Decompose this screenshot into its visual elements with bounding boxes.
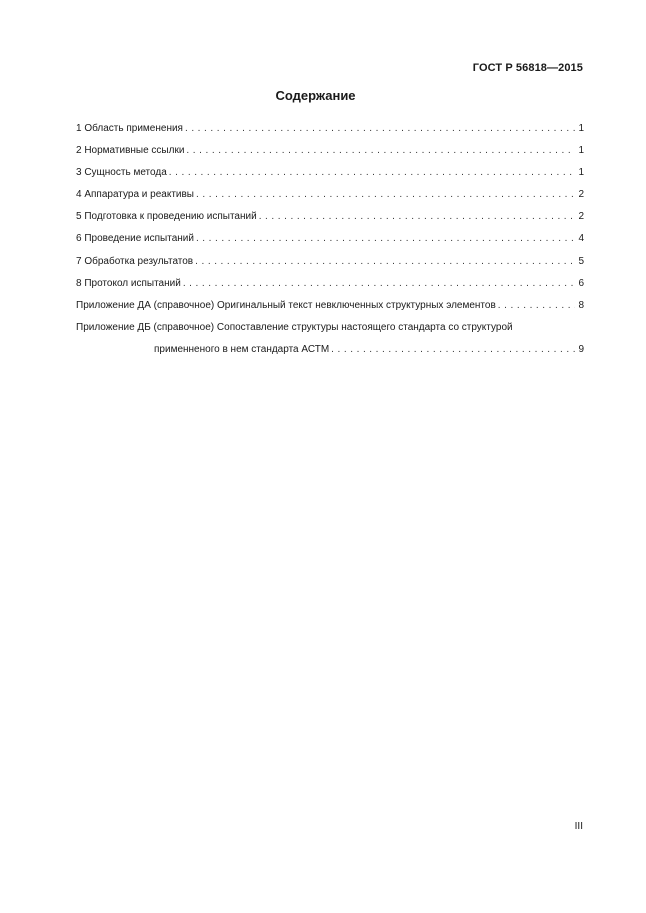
toc-entry[interactable] <box>76 121 584 143</box>
toc-entry-page: 4 <box>578 233 584 245</box>
toc-entry-page: 2 <box>578 189 584 201</box>
toc-entry[interactable] <box>76 320 584 342</box>
toc-leader-dots <box>196 231 575 247</box>
toc-leader-dots <box>498 298 575 314</box>
toc-entry[interactable] <box>76 187 584 209</box>
toc-entry-label: 4 Аппаратура и реактивы <box>76 189 194 201</box>
toc-entry[interactable] <box>76 231 584 253</box>
toc-entry-label: 6 Проведение испытаний <box>76 233 194 245</box>
toc-entry-page: 1 <box>578 123 584 134</box>
toc-entry-page: 1 <box>578 145 584 157</box>
toc-entry[interactable] <box>76 209 584 231</box>
toc-entry-label: 2 Нормативные ссылки <box>76 145 185 157</box>
toc-entry-page: 2 <box>578 211 584 223</box>
toc-entry[interactable] <box>76 298 584 320</box>
toc-leader-dots <box>183 276 575 292</box>
toc-entry-page: 5 <box>578 255 584 267</box>
page-number: III <box>574 821 583 832</box>
toc-entry-label: 8 Протокол испытаний <box>76 277 181 289</box>
toc-entry-page: 6 <box>578 277 584 289</box>
standard-designation: ГОСТ Р 56818—2015 <box>472 62 583 74</box>
toc-leader-dots <box>186 143 575 159</box>
toc-entry-continuation[interactable] <box>76 342 584 364</box>
toc-leader-dots <box>196 187 575 203</box>
toc-entry-label: 3 Сущность метода <box>76 167 167 179</box>
toc-entry[interactable] <box>76 276 584 298</box>
toc-leader-dots <box>331 342 575 358</box>
toc-leader-dots <box>185 121 575 137</box>
toc-title: Содержание <box>275 88 356 103</box>
toc-leader-dots <box>195 254 575 270</box>
toc-leader-dots <box>169 165 575 181</box>
toc-entry-label: Приложение ДА (справочное) Оригинальный текст невключенных структурных элементов <box>76 299 496 311</box>
toc-entry-page: 9 <box>578 343 584 355</box>
toc-entry-label-continuation: применненого в нем стандарта АСТМ <box>154 343 330 355</box>
toc-entry[interactable] <box>76 254 584 276</box>
toc-entry[interactable] <box>76 143 584 165</box>
toc-entry-page: 8 <box>578 299 584 311</box>
toc-leader-dots <box>259 209 575 225</box>
toc-entry-label: 7 Обработка результатов <box>76 255 194 267</box>
table-of-contents <box>76 121 584 364</box>
toc-entry-label: 5 Подготовка к проведению испытаний <box>76 211 257 223</box>
toc-entry-page: 1 <box>578 167 584 179</box>
toc-entry-label: 1 Область применения <box>76 123 183 134</box>
toc-entry[interactable] <box>76 165 584 187</box>
toc-entry-label: Приложение ДБ (справочное) Сопоставление структуры настоящего стандарта со структурой <box>76 321 513 333</box>
